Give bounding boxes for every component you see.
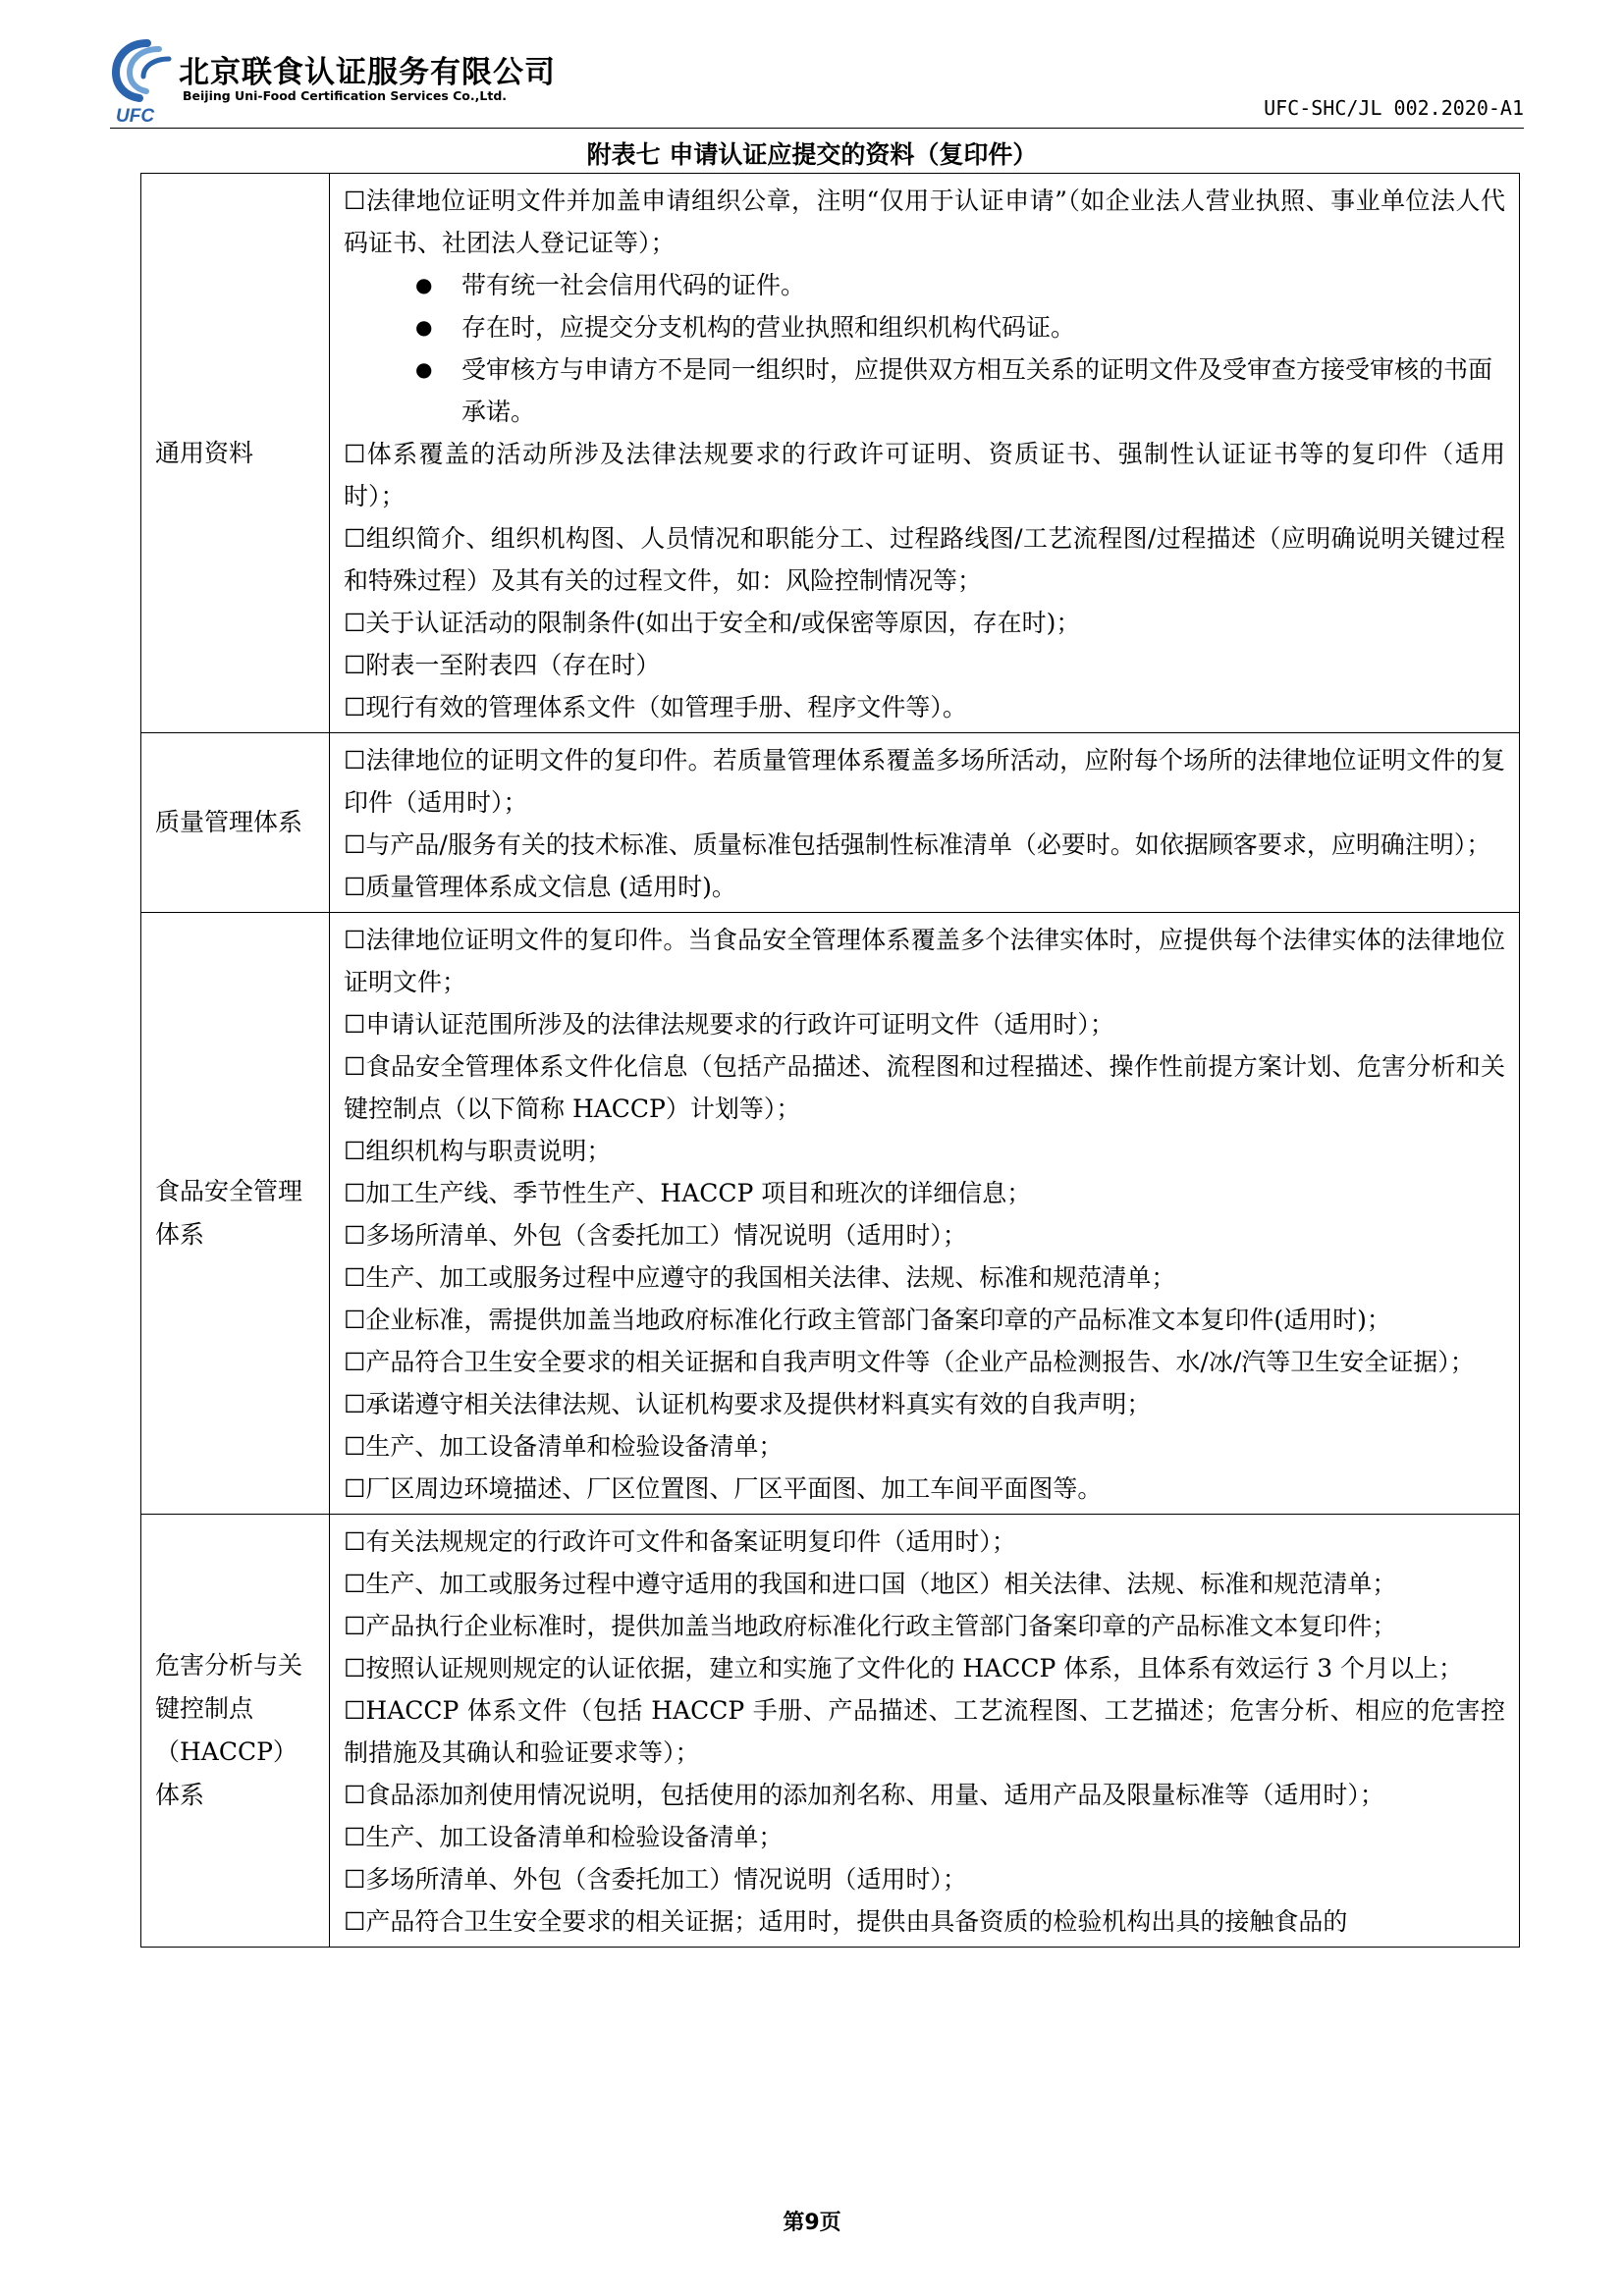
list-item: ☐组织简介、组织机构图、人员情况和职能分工、过程路线图/工艺流程图/过程描述（应明确说明关键过程和特殊过程）及其有关的过程文件，如：风险控制情况等；: [344, 524, 1505, 595]
requirements-table: [140, 173, 1520, 1948]
list-item: ☐生产、加工或服务过程中遵守适用的我国和进口国（地区）相关法律、法规、标准和规范清单；: [344, 1570, 1397, 1598]
bullet-dot-icon: ●: [415, 315, 433, 339]
list-item: ☐食品安全管理体系文件化信息（包括产品描述、流程图和过程描述、操作性前提方案计划、危害分析和关键控制点（以下简称 HACCP）计划等）；: [344, 1052, 1505, 1123]
list-item: ☐生产、加工或服务过程中应遵守的我国相关法律、法规、标准和规范清单；: [344, 1263, 1176, 1292]
list-item: ☐厂区周边环境描述、厂区位置图、厂区平面图、加工车间平面图等。: [344, 1474, 1103, 1503]
list-item: ☐加工生产线、季节性生产、HACCP 项目和班次的详细信息；: [344, 1179, 1032, 1207]
table-row: [141, 913, 1520, 1515]
list-item: ☐体系覆盖的活动所涉及法律法规要求的行政许可证明、资质证书、强制性认证证书等的复印件（适用时）；: [344, 440, 1505, 510]
items-cell: [330, 1515, 1520, 1948]
list-item: ☐产品符合卫生安全要求的相关证据；适用时，提供由具备资质的检验机构出具的接触食品的: [344, 1907, 1348, 1936]
list-item: ☐按照认证规则规定的认证依据，建立和实施了文件化的 HACCP 体系，且体系有效运行 3 个月以上；: [344, 1654, 1464, 1682]
document-title: 附表七 申请认证应提交的资料（复印件）: [586, 140, 1038, 169]
list-item: ☐食品添加剂使用情况说明，包括使用的添加剂名称、用量、适用产品及限量标准等（适用时）；: [344, 1781, 1384, 1809]
bullet-text: 带有统一社会信用代码的证件。: [461, 271, 806, 299]
header-divider: [110, 128, 1524, 129]
category-cell: 危害分析与关键控制点（HACCP）体系: [141, 1515, 330, 1948]
list-item: ☐法律地位证明文件并加盖申请组织公章，注明“仅用于认证申请”（如企业法人营业执照、事业单位法人代码证书、社团法人登记证等）；: [344, 187, 1505, 257]
page-number: 第9页: [783, 2211, 841, 2235]
list-item: ☐企业标准，需提供加盖当地政府标准化行政主管部门备案印章的产品标准文本复印件(适用时)；: [344, 1306, 1391, 1334]
list-item: ☐法律地位的证明文件的复印件。若质量管理体系覆盖多场所活动，应附每个场所的法律地位证明文件的复印件（适用时）；: [344, 746, 1505, 817]
table-row: [141, 1515, 1520, 1948]
list-item: ☐产品执行企业标准时，提供加盖当地政府标准化行政主管部门备案印章的产品标准文本复印件；: [344, 1612, 1397, 1640]
company-name-cn: 北京联食认证服务有限公司: [179, 55, 556, 90]
table-row: [141, 733, 1520, 913]
company-name-en: Beijing Uni-Food Certification Services Co.,Ltd.: [183, 88, 508, 103]
category-cell: 质量管理体系: [141, 733, 330, 913]
ufc-logo-icon: [110, 37, 179, 128]
table-row: [141, 174, 1520, 733]
logo-text: UFC: [116, 106, 155, 127]
list-item: ☐产品符合卫生安全要求的相关证据和自我声明文件等（企业产品检测报告、水/冰/汽等卫生安全证据）；: [344, 1348, 1475, 1376]
bullet-item: [344, 264, 1505, 306]
list-item: ☐HACCP 体系文件（包括 HACCP 手册、产品描述、工艺流程图、工艺描述；危害分析、相应的危害控制措施及其确认和验证要求等）；: [344, 1696, 1505, 1767]
list-item: ☐与产品/服务有关的技术标准、质量标准包括强制性标准清单（必要时。如依据顾客要求，应明确注明）；: [344, 830, 1491, 859]
category-cell: 食品安全管理体系: [141, 913, 330, 1515]
list-item: ☐多场所清单、外包（含委托加工）情况说明（适用时）；: [344, 1221, 967, 1250]
list-item: ☐承诺遵守相关法律法规、认证机构要求及提供材料真实有效的自我声明；: [344, 1390, 1152, 1418]
bullet-item: [344, 348, 1505, 433]
list-item: ☐生产、加工设备清单和检验设备清单；: [344, 1432, 784, 1461]
document-code: UFC-SHC/JL 002.2020-A1: [1264, 96, 1524, 120]
items-cell: [330, 174, 1520, 733]
items-cell: [330, 913, 1520, 1515]
page-header: [110, 37, 1524, 132]
list-item: ☐有关法规规定的行政许可文件和备案证明复印件（适用时）；: [344, 1527, 1016, 1556]
bullet-text: 受审核方与申请方不是同一组织时，应提供双方相互关系的证明文件及受审查方接受审核的书面承诺。: [461, 355, 1493, 426]
list-item: ☐法律地位证明文件的复印件。当食品安全管理体系覆盖多个法律实体时，应提供每个法律实体的法律地位证明文件；: [344, 926, 1505, 996]
list-item: ☐组织机构与职责说明；: [344, 1137, 612, 1165]
list-item: ☐多场所清单、外包（含委托加工）情况说明（适用时）；: [344, 1865, 967, 1894]
bullet-dot-icon: ●: [415, 273, 433, 296]
list-item: ☐现行有效的管理体系文件（如管理手册、程序文件等）。: [344, 693, 967, 721]
list-item: ☐附表一至附表四（存在时）: [344, 651, 661, 679]
list-item: ☐质量管理体系成文信息 (适用时)。: [344, 873, 736, 901]
bullet-dot-icon: ●: [415, 357, 433, 381]
list-item: ☐申请认证范围所涉及的法律法规要求的行政许可证明文件（适用时）；: [344, 1010, 1114, 1039]
bullet-text: 存在时，应提交分支机构的营业执照和组织机构代码证。: [461, 313, 1076, 342]
list-item: ☐关于认证活动的限制条件(如出于安全和/或保密等原因，存在时)；: [344, 609, 1081, 637]
bullet-item: [344, 306, 1505, 348]
list-item: ☐生产、加工设备清单和检验设备清单；: [344, 1823, 784, 1851]
category-cell: 通用资料: [141, 174, 330, 733]
items-cell: [330, 733, 1520, 913]
